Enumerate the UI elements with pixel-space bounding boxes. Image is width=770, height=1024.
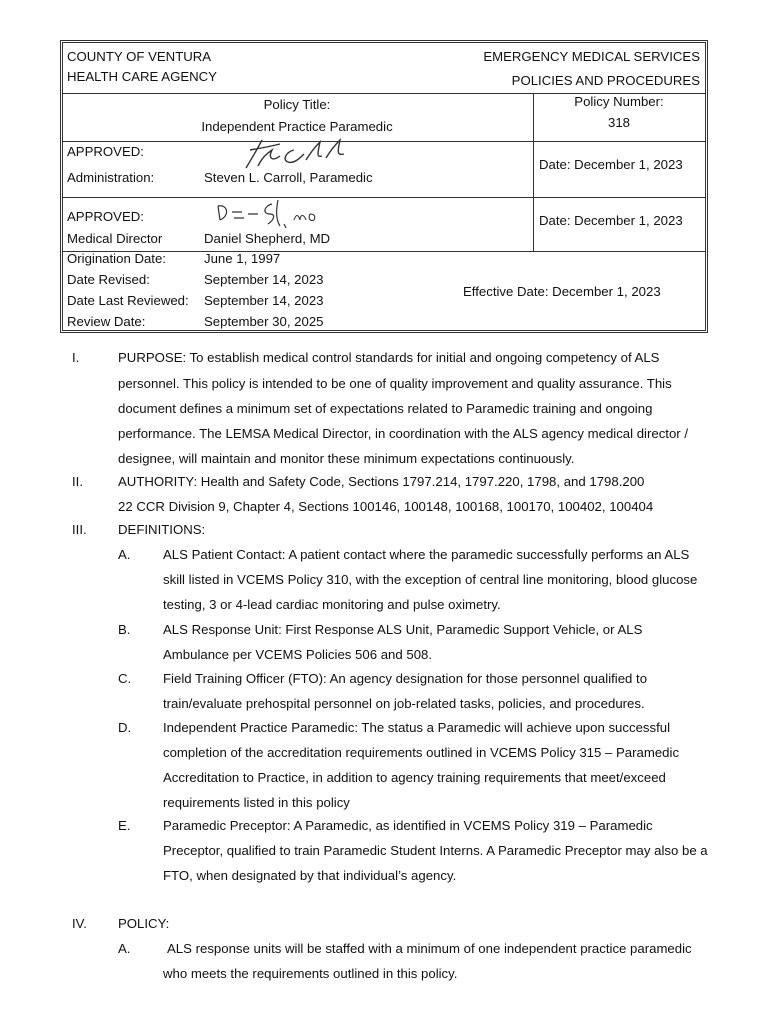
definition-line: FTO, when designated by that individual’s agency. — [163, 868, 457, 883]
definition-line: testing, 3 or 4-lead cardiac monitoring and pulse oximetry. — [163, 597, 501, 612]
revised-value: September 14, 2023 — [204, 272, 324, 287]
purpose-line: document defines a minimum set of expectations related to Paramedic training and ongoing — [118, 401, 653, 416]
admin-label: Administration: — [67, 170, 155, 185]
divider — [63, 141, 705, 142]
origination-label: Origination Date: — [67, 251, 166, 266]
effective-date: Effective Date: December 1, 2023 — [463, 284, 661, 299]
approved-label-md: APPROVED: — [67, 209, 144, 224]
section-number: II. — [72, 474, 83, 489]
item-letter: A. — [118, 547, 131, 562]
md-signature — [212, 196, 332, 232]
origination-value: June 1, 1997 — [204, 251, 281, 266]
policy-title-label: Policy Title: — [263, 97, 331, 112]
definition-line: Independent Practice Paramedic: The status a Paramedic will achieve upon successful — [163, 720, 671, 735]
approval-date-md: Date: December 1, 2023 — [539, 213, 683, 228]
authority-line: 22 CCR Division 9, Chapter 4, Sections 100146, 100148, 100168, 100170, 100402, 100404 — [118, 499, 654, 514]
policy-title: Independent Practice Paramedic — [201, 119, 393, 134]
section-number: I. — [72, 350, 80, 365]
admin-name: Steven L. Carroll, Paramedic — [204, 170, 373, 185]
item-letter: B. — [118, 622, 131, 637]
definition-line: Paramedic Preceptor: A Paramedic, as identified in VCEMS Policy 319 – Paramedic — [163, 818, 653, 833]
definition-line: requirements listed in this policy — [163, 795, 350, 810]
section-number: IV. — [72, 916, 87, 931]
purpose-line: performance. The LEMSA Medical Director, in coordination with the ALS agency medical director / — [118, 426, 689, 441]
definition-line: Field Training Officer (FTO): An agency designation for those personnel qualified to — [163, 671, 648, 686]
definition-line: completion of the accreditation requirements outlined in VCEMS Policy 315 – Paramedic — [163, 745, 680, 760]
definition-line: Preceptor, qualified to train Paramedic Student Interns. A Paramedic Preceptor may also be a — [163, 843, 708, 858]
definition-line: Accreditation to Practice, in addition to agency training requirements that meet/exceed — [163, 770, 666, 785]
definition-line: ALS Patient Contact: A patient contact where the paramedic successfully performs an ALS — [163, 547, 690, 562]
last-reviewed-value: September 14, 2023 — [204, 293, 324, 308]
purpose-line: designee, will maintain and monitor these minimum expectations continuously. — [118, 451, 575, 466]
policy-heading: POLICY: — [118, 916, 170, 931]
authority-line: AUTHORITY: Health and Safety Code, Sections 1797.214, 1797.220, 1798, and 1798.200 — [118, 474, 645, 489]
definition-line: train/evaluate prehospital personnel on job-related tasks, policies, and procedures. — [163, 696, 645, 711]
item-letter: D. — [118, 720, 132, 735]
policy-number: 318 — [607, 115, 630, 130]
definition-line: ALS Response Unit: First Response ALS Unit, Paramedic Support Vehicle, or ALS — [163, 622, 643, 637]
divider — [63, 197, 705, 198]
item-letter: A. — [118, 941, 131, 956]
purpose-line: personnel. This policy is intended to be one of quality improvement and quality assurance. This — [118, 376, 672, 391]
review-date-value: September 30, 2025 — [204, 314, 324, 329]
org-left-1: COUNTY OF VENTURA — [67, 49, 212, 64]
definitions-heading: DEFINITIONS: — [118, 522, 206, 537]
item-letter: E. — [118, 818, 131, 833]
definition-line: Ambulance per VCEMS Policies 506 and 508. — [163, 647, 433, 662]
org-left-2: HEALTH CARE AGENCY — [67, 69, 217, 84]
policy-number-label: Policy Number: — [574, 94, 664, 109]
approved-label-admin: APPROVED: — [67, 144, 144, 159]
admin-signature — [228, 136, 358, 176]
org-right-2: POLICIES AND PROCEDURES — [511, 73, 700, 88]
md-name: Daniel Shepherd, MD — [204, 231, 331, 246]
policy-line: who meets the requirements outlined in this policy. — [163, 966, 458, 981]
policy-line: ALS response units will be staffed with a minimum of one independent practice paramedic — [167, 941, 692, 956]
item-letter: C. — [118, 671, 132, 686]
approval-date-admin: Date: December 1, 2023 — [539, 157, 683, 172]
last-reviewed-label: Date Last Reviewed: — [67, 293, 189, 308]
review-date-label: Review Date: — [67, 314, 146, 329]
md-label: Medical Director — [67, 231, 163, 246]
definition-line: skill listed in VCEMS Policy 310, with the exception of central line monitoring, blood glucose — [163, 572, 698, 587]
section-number: III. — [72, 522, 87, 537]
org-right-1: EMERGENCY MEDICAL SERVICES — [483, 49, 700, 64]
purpose-line: PURPOSE: To establish medical control standards for initial and ongoing competency of ALS — [118, 350, 660, 365]
revised-label: Date Revised: — [67, 272, 150, 287]
